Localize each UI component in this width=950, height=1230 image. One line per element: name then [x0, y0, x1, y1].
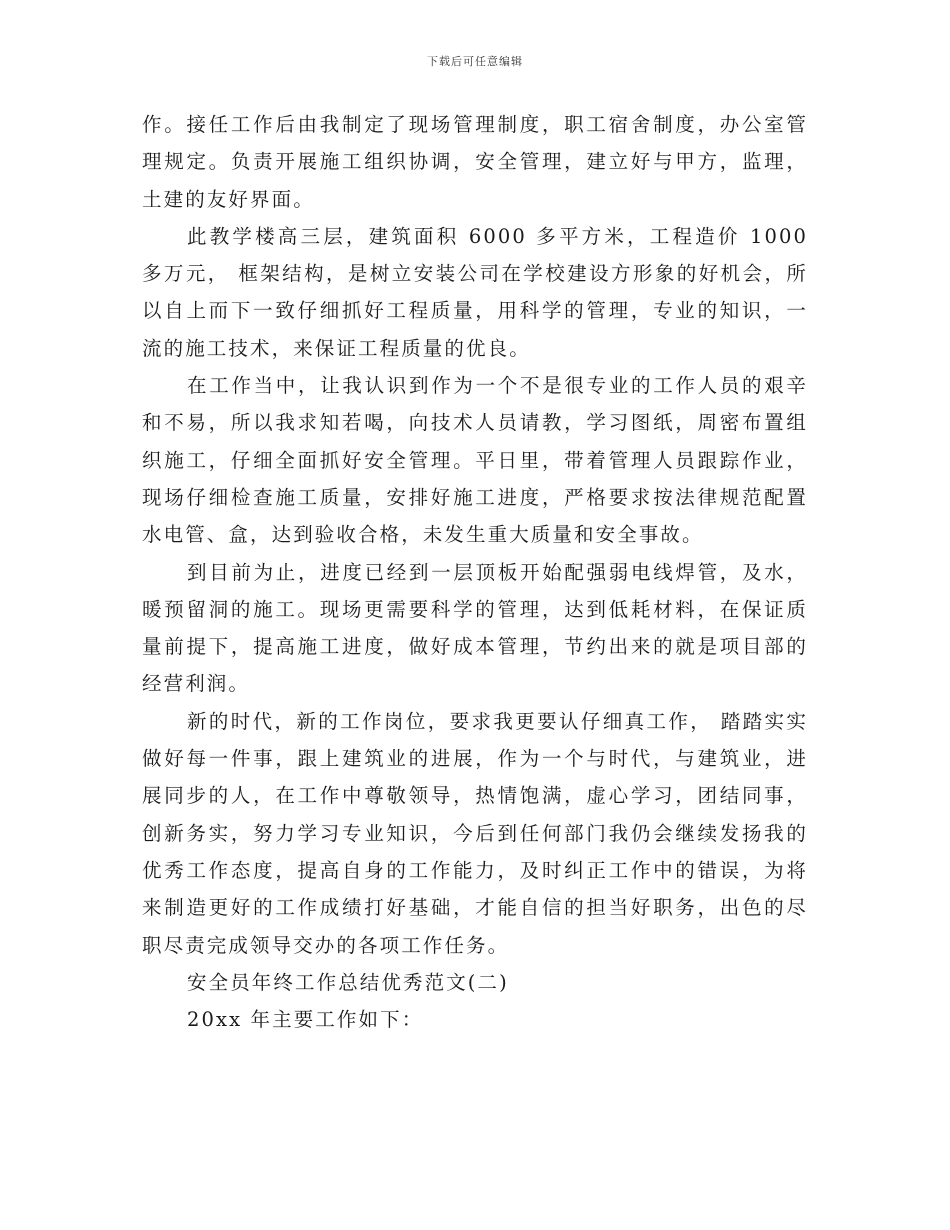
paragraph-work-experience: 在工作当中，让我认识到作为一个不是很专业的工作人员的艰辛和不易，所以我求知若喝，向技术人员请教，学习图纸，周密布置组织施工，仔细全面抓好安全管理。平日里，带着管理人员跟踪作业，现场仔细检查施工质量，安排好施工进度，严格要求按法律规范配置水电管、盒，达到验收合格，未发生重大质量和安全事故。: [142, 374, 808, 547]
paragraph-building-overview: 此教学楼高三层，建筑面积 6000 多平方米，工程造价 1000 多万元， 框架结构，是树立安装公司在学校建设方形象的好机会，所以自上而下一致仔细抓好工程质量，用科学的管理，专业的知识，一流的施工技术，来保证工程质量的优良。: [142, 224, 808, 360]
document-body: [142, 106, 808, 1038]
paragraph-current-progress: 到目前为止，进度已经到一层顶板开始配强弱电线焊管，及水，暖预留洞的施工。现场更需要科学的管理，达到低耗材料，在保证质量前提下，提高施工进度，做好成本管理，节约出来的就是项目部的经营利润。: [142, 560, 808, 696]
paragraph-continuation: 作。接任工作后由我制定了现场管理制度，职工宿舍制度，办公室管理规定。负责开展施工组织协调，安全管理，建立好与甲方，监理，土建的友好界面。: [142, 113, 808, 211]
paragraph-new-era: 新的时代，新的工作岗位，要求我更要认仔细真工作， 踏踏实实做好每一件事，跟上建筑业的进展，作为一个与时代，与建筑业，进展同步的人，在工作中尊敬领导，热情饱满，虚心学习，团结同事，创新务实，努力学习专业知识，今后到任何部门我仍会继续发扬我的优秀工作态度，提高自身的工作能力，及时纠正工作中的错误，为将来制造更好的工作成绩打好基础，才能自信的担当好职务，出色的尽职尽责完成领导交办的各项工作任务。: [142, 709, 808, 957]
header-note: 下载后可任意编辑: [427, 55, 523, 68]
section-heading: 安全员年终工作总结优秀范文(二): [187, 970, 509, 994]
paragraph-main-work-intro: 20xx 年主要工作如下：: [187, 1008, 424, 1032]
